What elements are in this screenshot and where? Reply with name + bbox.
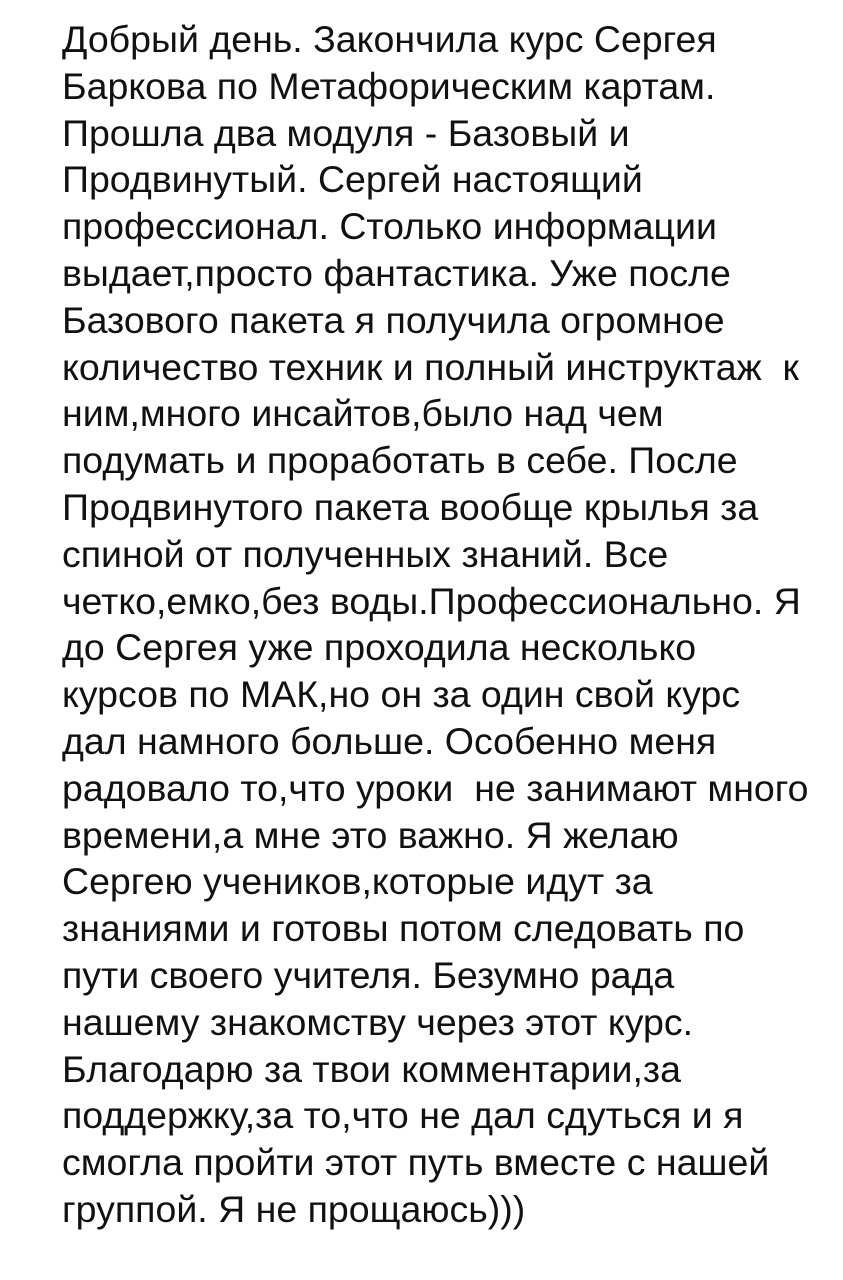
text-line: количество техник и полный инструктаж к — [62, 345, 799, 388]
text-line: Базового пакета я получила огромное — [62, 298, 725, 341]
text-line: подумать и проработать в себе. После — [62, 439, 738, 482]
text-line: спиной от полученных знаний. Все — [62, 532, 669, 575]
text-line: до Сергея уже проходила несколько — [62, 626, 697, 669]
text-line: поддержку,за то,что не дал сдуться и я — [62, 1094, 744, 1137]
text-line: четко,емко,без воды.Профессионально. Я — [62, 579, 801, 622]
text-line: Благодарю за твои комментарии,за — [62, 1047, 681, 1090]
text-line: Продвинутого пакета вообще крылья за — [62, 485, 759, 528]
text-line: времени,а мне это важно. Я желаю — [62, 813, 679, 856]
text-line: знаниями и готовы потом следовать по — [62, 907, 745, 950]
text-line: дал намного больше. Особенно меня — [62, 719, 717, 762]
text-line: Прошла два модуля - Базовый и — [62, 111, 630, 154]
text-line: Добрый день. Закончила курс Сергея — [62, 18, 717, 60]
text-line: профессионал. Столько информации — [62, 205, 717, 248]
text-line: Сергею учеников,которые идут за — [62, 860, 653, 903]
text-line: Баркова по Метафорическим картам. — [62, 64, 716, 107]
review-text — [62, 16, 832, 1233]
text-line: нашему знакомству через этот курс. — [62, 1000, 694, 1043]
text-line: Продвинутый. Сергей настоящий — [62, 158, 643, 201]
text-line: пути своего учителя. Безумно рада — [62, 953, 675, 996]
text-line: смогла пройти этот путь вместе с нашей — [62, 1141, 770, 1184]
text-line: выдает,просто фантастика. Уже после — [62, 251, 731, 294]
text-line: курсов по МАК,но он за один свой курс — [62, 673, 741, 716]
text-line: радовало то,что уроки не занимают много — [62, 766, 809, 809]
text-line: ним,много инсайтов,было над чем — [62, 392, 664, 435]
text-line: группой. Я не прощаюсь))) — [62, 1187, 526, 1230]
